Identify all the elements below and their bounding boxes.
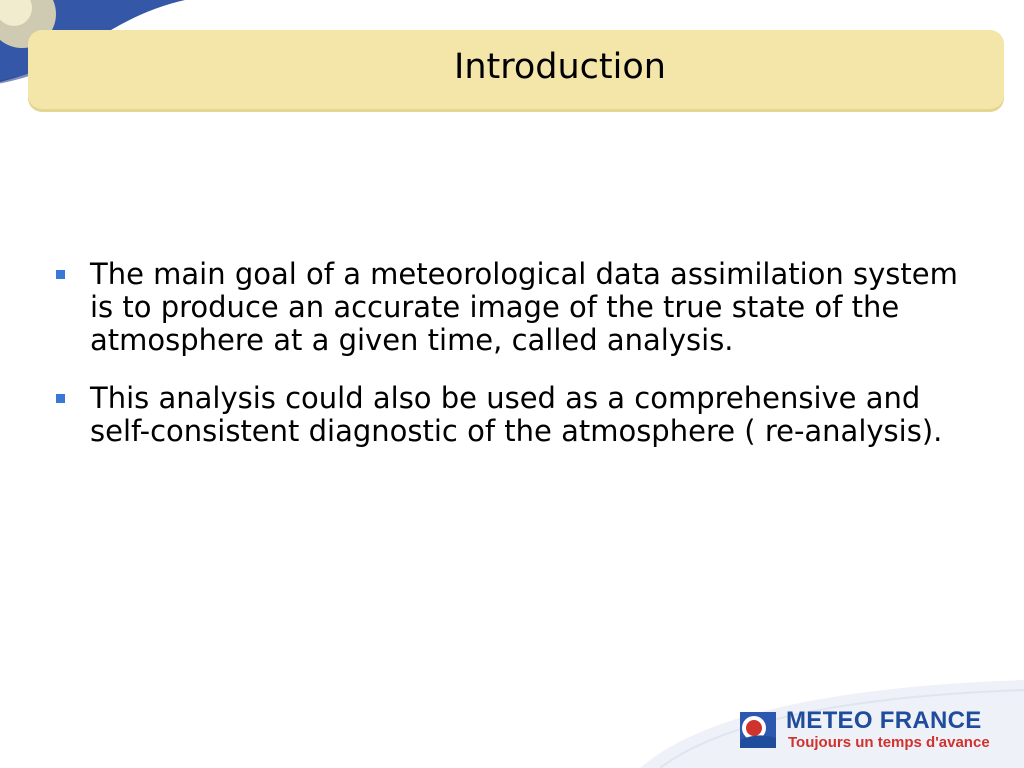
bullet-text: The main goal of a meteorological data assimilation system is to produce an accurate image of the true state of the atmosphere at a given time, called analysis. — [90, 257, 958, 357]
brand-tagline: Toujours un temps d'avance — [788, 734, 990, 751]
bullet-item — [52, 382, 982, 448]
bullet-list — [52, 258, 982, 473]
meteo-france-logo-icon — [740, 712, 776, 748]
square-bullet-icon — [56, 394, 65, 403]
square-bullet-icon — [56, 270, 65, 279]
bullet-text: This analysis could also be used as a comprehensive and self-consistent diagnostic of the atmosphere ( re-analysis). — [90, 381, 943, 448]
bullet-item — [52, 258, 982, 357]
slide-title: Introduction — [454, 47, 666, 87]
brand-name: METEO FRANCE — [786, 707, 982, 734]
